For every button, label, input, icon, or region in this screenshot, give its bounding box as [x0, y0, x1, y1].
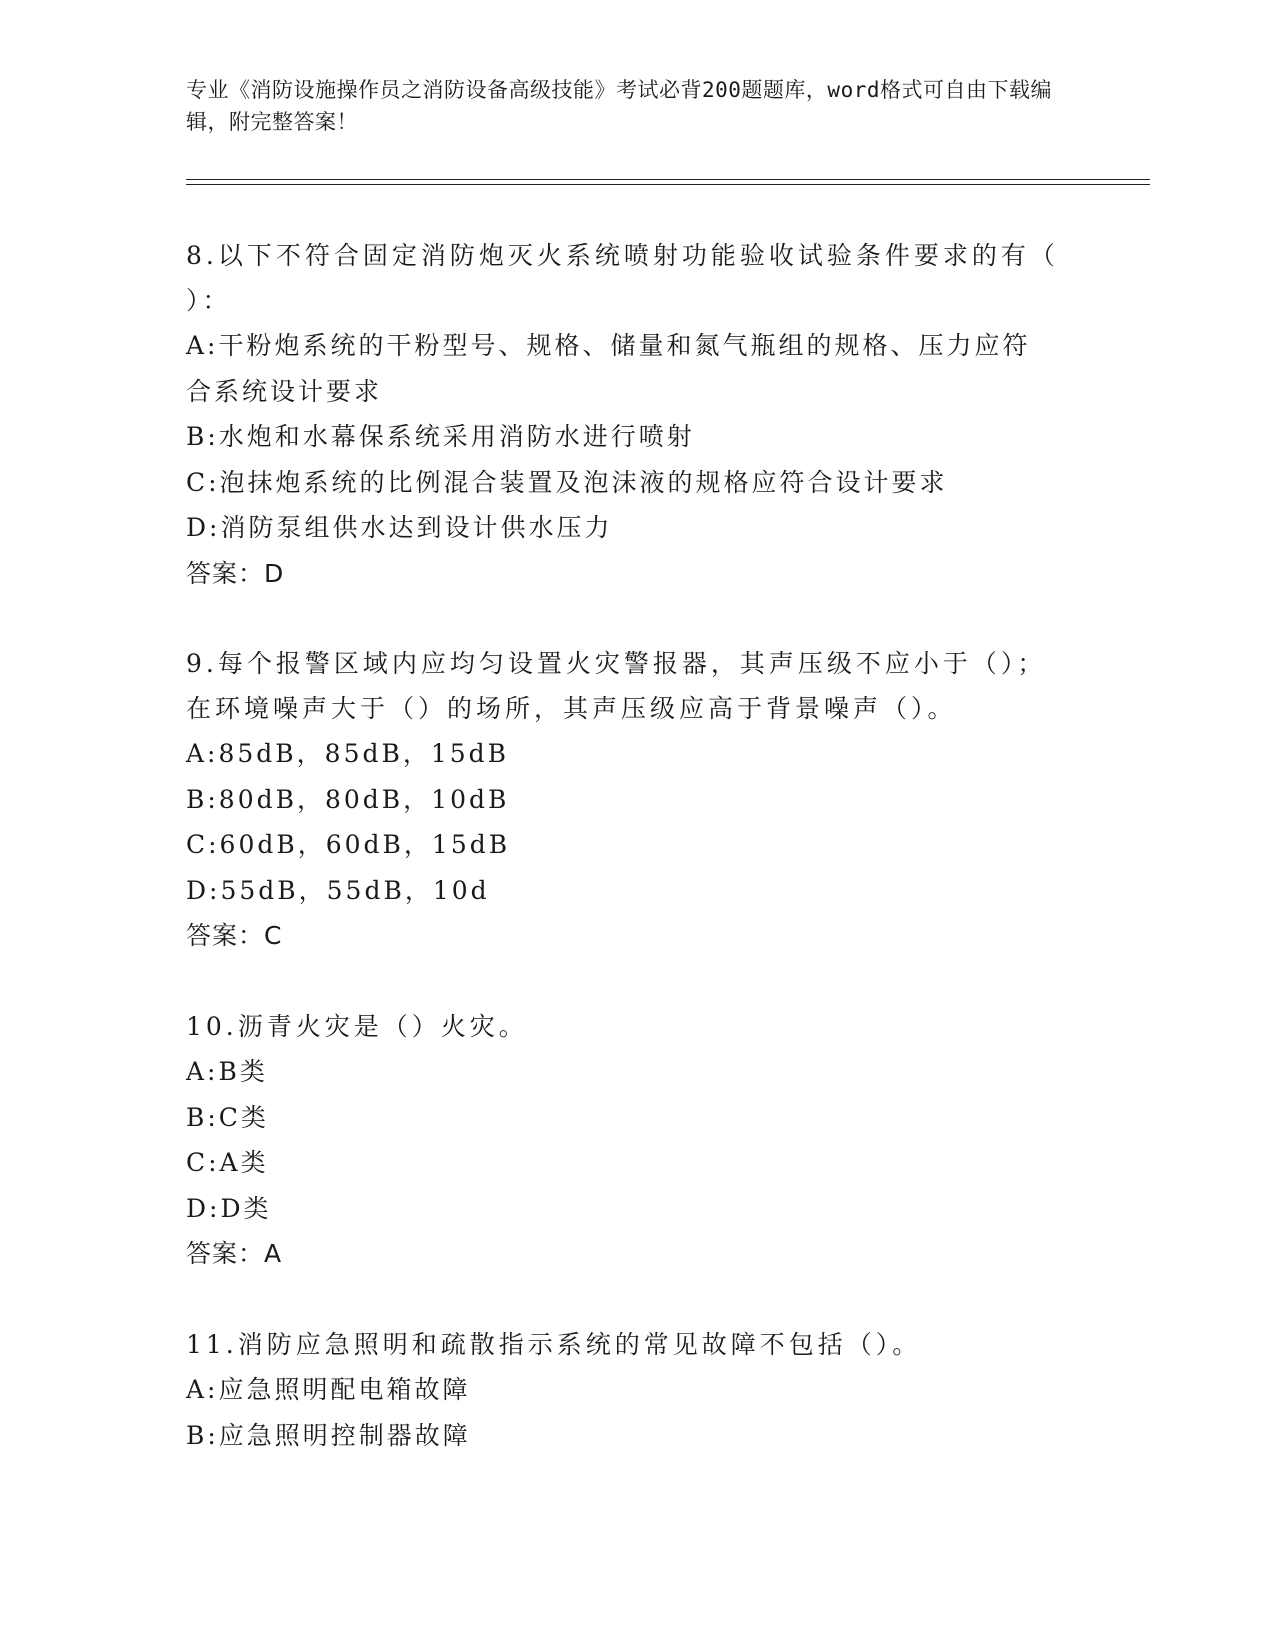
question-text-line: ）： [186, 286, 232, 315]
question-9 [186, 641, 1076, 958]
question-text-line: 11.消防应急照明和疏散指示系统的常见故障不包括（）。 [186, 1330, 922, 1359]
option-a: A:干粉炮系统的干粉型号、规格、储量和氮气瓶组的规格、压力应符 [186, 331, 1031, 360]
question-10 [186, 1004, 1076, 1276]
option-d: D:D类 [186, 1193, 272, 1223]
option-a: A:B类 [186, 1057, 268, 1086]
option-a-continued: 合系统设计要求 [186, 376, 383, 406]
question-8 [186, 233, 1076, 596]
question-text-line: 10.沥青火灾是（）火灾。 [186, 1012, 528, 1041]
option-b: B:应急照明控制器故障 [186, 1420, 471, 1450]
answer-line: 答案：A [186, 1239, 283, 1268]
question-text-line: 8.以下不符合固定消防炮灭火系统喷射功能验收试验条件要求的有（ [186, 241, 1059, 270]
option-c: C:60dB，60dB，15dB [186, 830, 511, 859]
option-b: B:C类 [186, 1102, 269, 1132]
header-rule-top [186, 179, 1150, 180]
option-a: A:应急照明配电箱故障 [186, 1375, 471, 1404]
option-b: B:80dB，80dB，10dB [186, 784, 510, 814]
option-a: A:85dB，85dB，15dB [186, 739, 510, 768]
question-text-line: 在环境噪声大于（）的场所，其声压级应高于背景噪声（）。 [186, 694, 957, 723]
question-text-line: 9.每个报警区域内应均匀设置火灾警报器，其声压级不应小于（）； [186, 649, 1047, 678]
answer-line: 答案：D [186, 558, 285, 588]
answer-line: 答案：C [186, 921, 283, 950]
option-c: C:A类 [186, 1148, 269, 1177]
option-d: D:消防泵组供水达到设计供水压力 [186, 513, 613, 542]
document-header: 专业《消防设施操作员之消防设备高级技能》考试必背200题题库，word格式可自由下载编辑，附完整答案！ [186, 78, 1052, 134]
question-11 [186, 1322, 1076, 1458]
option-d: D:55dB，55dB，10d [186, 875, 490, 905]
header-rule-bottom [186, 184, 1150, 185]
option-b: B:水炮和水幕保系统采用消防水进行喷射 [186, 422, 695, 451]
option-c: C:泡抹炮系统的比例混合装置及泡沫液的规格应符合设计要求 [186, 467, 948, 497]
